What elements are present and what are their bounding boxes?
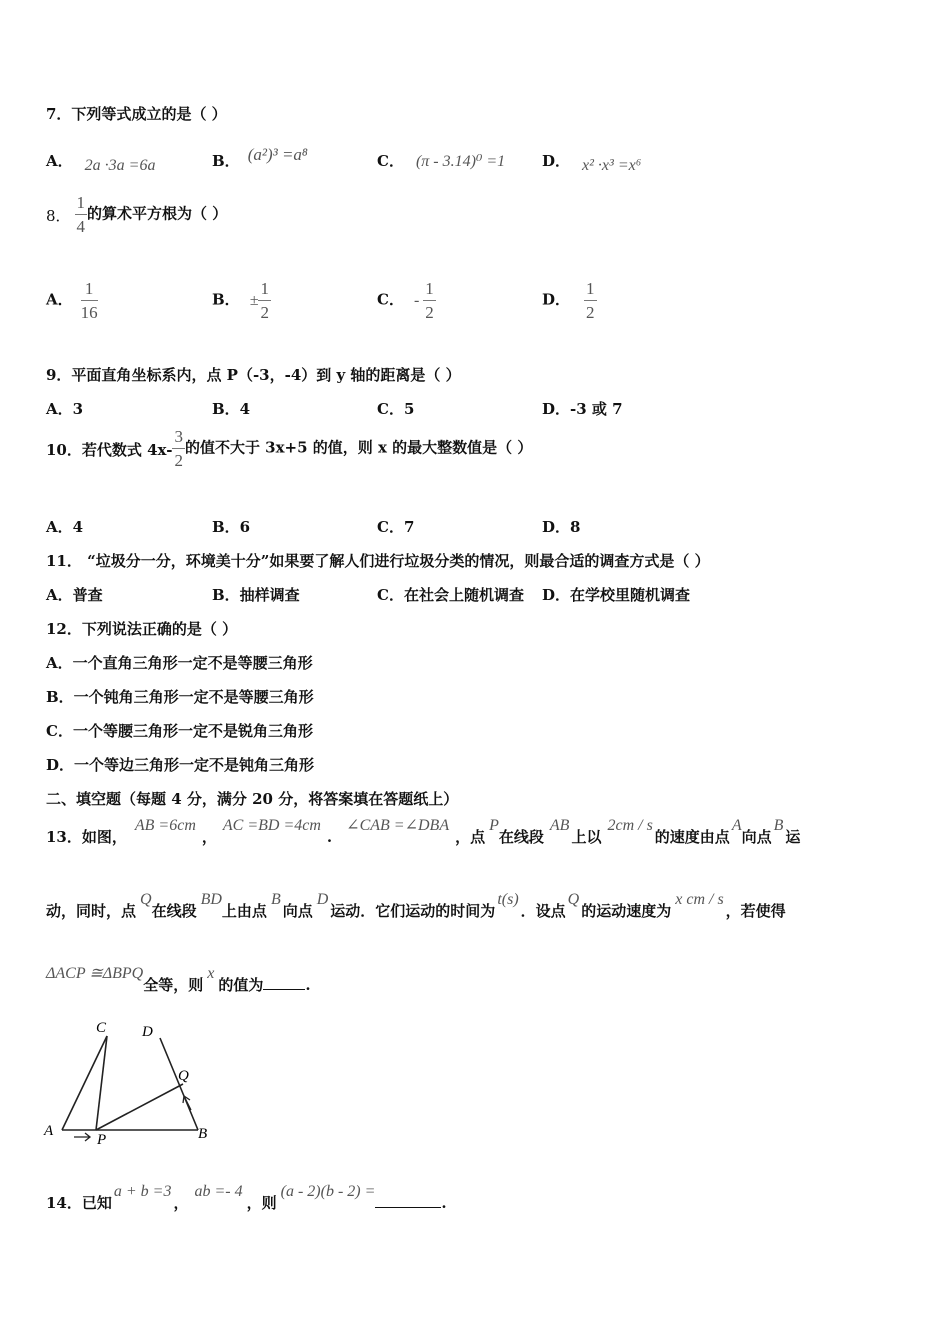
label-b: B <box>198 1126 208 1142</box>
arrow-right-icon <box>74 1133 90 1141</box>
q8-option-b: B． ± $\frac{1}{2}$ <box>212 279 269 322</box>
q9-stem: 9．平面直角坐标系内，点 P（-3，-4）到 y 轴的距离是（ ） <box>46 366 461 384</box>
q10-option-b: B．6 <box>212 518 251 536</box>
segment-cp <box>96 1036 107 1130</box>
q9-option-b: B．4 <box>212 400 251 418</box>
section-heading: 二、填空题（每题 4 分，满分 20 分，将答案填在答题纸上） <box>46 790 459 808</box>
q9-option-a: A．3 <box>46 400 84 418</box>
label-q: Q <box>178 1068 189 1084</box>
q9-option-d: D．-3 或 7 <box>542 400 623 418</box>
q11-option-c: C．在社会上随机调查 <box>377 586 524 604</box>
q11-option-b: B．抽样调查 <box>212 586 300 604</box>
q7-option-b: B． (a²)³ =a⁸ <box>212 145 308 170</box>
segment-ac <box>62 1036 107 1130</box>
q11-stem: 11． “垃圾分一分，环境美十分”如果要了解人们进行垃圾分类的情况，则最合适的调查方式是（ ） <box>46 552 710 570</box>
segment-bd <box>160 1038 198 1130</box>
q12-option-c: C．一个等腰三角形一定不是锐角三角形 <box>46 722 313 740</box>
label-c: C <box>96 1020 107 1036</box>
label-p: P <box>97 1132 107 1148</box>
q10-option-c: C．7 <box>377 518 415 536</box>
q9-option-c: C．5 <box>377 400 415 418</box>
q13-line3: ΔACP ≅ΔBPQ全等，则x的值为 . <box>46 965 311 994</box>
q13-line1: 13．如图，AB =6cm，AC =BD =4cm.∠CAB =∠DBA，点P在线段AB上以2cm / s的速度由点A向点B运 <box>46 817 801 846</box>
q10-stem: 10．若代数式 4x- $\frac{3}{2}$ 的值不大于 3x+5 的值，则 x 的最大整数值是（ ） <box>46 427 533 470</box>
label-d: D <box>142 1024 153 1040</box>
q8-option-d: D． $\frac{1}{2}$ <box>542 279 595 322</box>
q13-answer-blank[interactable] <box>263 989 305 990</box>
q12-option-a: A．一个直角三角形一定不是等腰三角形 <box>46 654 313 672</box>
q11-option-a: A．普查 <box>46 586 103 604</box>
q12-option-b: B．一个钝角三角形一定不是等腰三角形 <box>46 688 314 706</box>
q8-option-c: C． - $\frac{1}{2}$ <box>377 279 434 322</box>
q11-option-d: D．在学校里随机调查 <box>542 586 691 604</box>
q14-answer-blank[interactable] <box>375 1207 441 1208</box>
q12-option-d: D．一个等边三角形一定不是钝角三角形 <box>46 756 315 774</box>
q7-option-d: D． x² ·x³ =x⁶ <box>542 152 642 174</box>
q8-option-a: A． $\frac{1}{16}$ <box>46 279 98 322</box>
label-a: A <box>44 1123 54 1139</box>
q7-option-a: A． 2a ·3a =6a <box>46 152 156 174</box>
q7-option-c: C． (π - 3.14)⁰ =1 <box>377 152 506 170</box>
arrow-up-icon <box>183 1096 191 1110</box>
q7-stem: 7．下列等式成立的是（ ） <box>46 105 227 123</box>
q12-stem: 12．下列说法正确的是（ ） <box>46 620 238 638</box>
q13-figure <box>40 1016 215 1148</box>
q8-stem: 8． $\frac{1}{4}$ 的算术平方根为（ ） <box>46 193 228 236</box>
q10-option-a: A．4 <box>46 518 84 536</box>
segment-pq <box>96 1084 183 1130</box>
q14-stem: 14．已知a + b =3，ab =- 4，则(a - 2)(b - 2) =. <box>46 1183 447 1212</box>
q13-line2: 动，同时，点Q在线段BD上由点B向点D运动．它们运动的时间为t(s)．设点Q的运动速度为x cm / s，若使得 <box>46 891 786 920</box>
q10-option-d: D．8 <box>542 518 581 536</box>
